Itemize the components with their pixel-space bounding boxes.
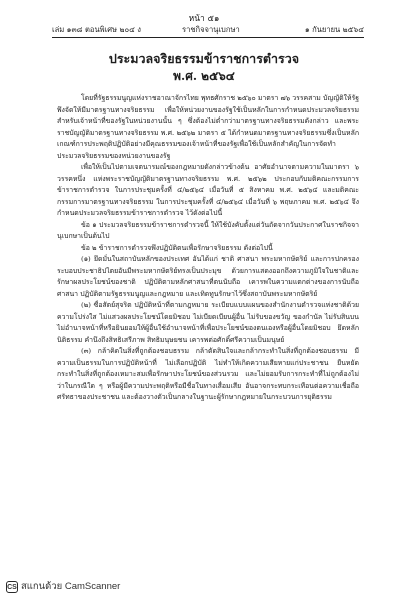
clause-1: ข้อ ๑ ประมวลจริยธรรมข้าราชการตำรวจนี้ ให้ใช้บังคับตั้งแต่วันถัดจากวันประกาศในราชกิจจานุเบกษาเป็นต้นไป [57,220,359,240]
clause-2: ข้อ ๒ ข้าราชการตำรวจพึงปฏิบัติตนเพื่อรักษาจริยธรรม ดังต่อไปนี้ [81,243,273,252]
document-body [57,93,359,404]
preamble-paragraph-1: โดยที่รัฐธรรมนูญแห่งราชอาณาจักรไทย พุทธศักราช ๒๕๖๐ มาตรา ๗๖ วรรคสาม บัญญัติให้รัฐพึงจัดให้มีมาตรฐานทางจริยธรรม เพื่อให้หน่วยงานของรัฐใช้เป็นหลักในการกำหนดประมวลจริยธรรมสำหรับเจ้าหน้าที่ของรัฐในหน่วยงานนั้น ๆ ซึ่งต้องไม่ต่ำกว่ามาตรฐานทางจริยธรรมดังกล่าว และพระราชบัญญัติมาตรฐานทางจริยธรรม พ.ศ. ๒๕๖๒ มาตรา ๕ ได้กำหนดมาตรฐานทางจริยธรรมซึ่งเป็นหลักเกณฑ์การประพฤติปฏิบัติอย่างมีคุณธรรมของเจ้าหน้าที่ของรัฐเพื่อใช้เป็นหลักสำคัญในการจัดทำประมวลจริยธรรมของหน่วยงานของรัฐ [57,94,359,160]
scanner-watermark [6,579,120,594]
camscanner-icon: CS [6,581,18,593]
volume-issue: เล่ม ๑๓๘ ตอนพิเศษ ๒๐๔ ง [52,25,141,34]
publication-name: ราชกิจจานุเบกษา [182,25,240,34]
scanner-label: สแกนด้วย CamScanner [21,581,121,592]
clause-2-item-3: (๓) กล้าคิดในสิ่งที่ถูกต้องชอบธรรม กล้าตัดสินใจและกล้ากระทำในสิ่งที่ถูกต้องชอบธรรม มีความเป็นธรรมในการปฏิบัติหน้าที่ ไม่เลือกปฏิบัติ ไม่ทำให้เกิดความเสียหายแก่ประชาชน ยืนหยัดกระทำในสิ่งที่ถูกต้องเหมาะสมเพื่อรักษาประโยชน์ของส่วนรวม และไม่ยอมรับการกระทำที่ไม่ถูกต้องไม่ว่าในกรณีใด ๆ หรือผู้มีความประพฤติหรือมีชื่อในทางเสื่อมเสีย อันอาจกระทบกระเทือนต่อความเชื่อถือศรัทธาของประชาชน และต้องวางตัวเป็นกลางในฐานะผู้รักษากฎหมายในกระบวนการยุติธรรม [57,347,359,401]
preamble-paragraph-2: เพื่อให้เป็นไปตามเจตนารมณ์ของกฎหมายดังกล่าวข้างต้น อาศัยอำนาจตามความในมาตรา ๖ วรรคหนึ่ง แห่งพระราชบัญญัติมาตรฐานทางจริยธรรม พ.ศ. ๒๕๖๒ ประกอบกับมติคณะกรรมการข้าราชการตำรวจ ในการประชุมครั้งที่ ๔/๒๕๖๔ เมื่อวันที่ ๕ สิงหาคม พ.ศ. ๒๕๖๔ และมติคณะกรรมการมาตรฐานทางจริยธรรม ในการประชุมครั้งที่ ๔/๒๕๖๔ เมื่อวันที่ ๖ พฤษภาคม พ.ศ. ๒๕๖๔ จึงกำหนดประมวลจริยธรรมข้าราชการตำรวจ ไว้ดังต่อไปนี้ [57,163,359,217]
publication-date: ๑ กันยายน ๒๕๖๔ [304,25,364,34]
clause-2-item-2: (๒) ซื่อสัตย์สุจริต ปฏิบัติหน้าที่ตามกฎหมาย ระเบียบแบบแผนของสำนักงานตำรวจแห่งชาติด้วยความโปร่งใส ไม่แสวงผลประโยชน์โดยมิชอบ ไม่เบียดเบียนผู้อื่น ไม่รับของขวัญ ของกำนัล ไม่รับสินบน ไม่อำนาจหน้าที่หรือยินยอมให้ผู้อื่นใช้อำนาจหน้าที่เพื่อประโยชน์ของตนเองหรือผู้อื่นโดยมิชอบ ยึดหลักนิติธรรม คำนึงถึงสิทธิเสรีภาพ สิทธิมนุษยชน เคารพต่อศักดิ์ศรีความเป็นมนุษย์ [57,301,359,344]
document-year: พ.ศ. ๒๕๖๔ [173,69,235,83]
header-divider [52,37,364,38]
page-number: หน้า ๕๑ [188,14,220,24]
document-title: ประมวลจริยธรรมข้าราชการตำรวจ [108,51,300,66]
clause-2-item-1: (๑) ยึดมั่นในสถาบันหลักของประเทศ อันได้แก่ ชาติ ศาสนา พระมหากษัตริย์ และการปกครองระบอบประชาธิปไตยอันมีพระมหากษัตริย์ทรงเป็นประมุข ด้วยการแสดงออกถึงความภูมิใจในชาติและรักษาผลประโยชน์ของชาติ ปฏิบัติตามหลักศาสนาที่ตนนับถือ เคารพในความแตกต่างของการนับถือศาสนา ปฏิบัติตามรัฐธรรมนูญและกฎหมาย และเทิดทูนรักษาไว้ซึ่งสถาบันพระมหากษัตริย์ [57,255,359,298]
